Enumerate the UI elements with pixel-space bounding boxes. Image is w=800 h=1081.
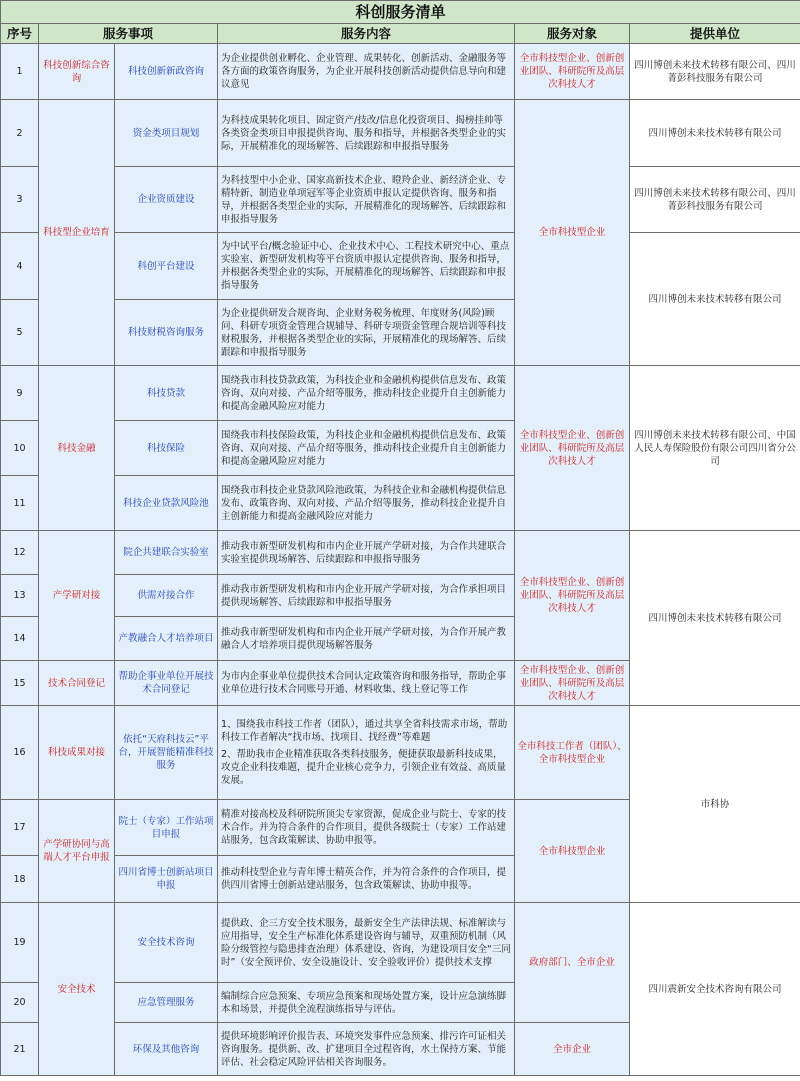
service-content-cell: 围绕我市科技保险政策，为科技企业和金融机构提供信息发布、政策咨询、双向对接、产品介绍等服务，推动科技企业提升自主创新能力和提高金融风险应对能力 [218,421,515,476]
provider-cell: 四川博创未来技术转移有限公司、中国人民人寿保险股份有限公司四川省分公司 [630,366,800,531]
table-row [1,233,800,300]
service-content-cell: 为中试平台/概念验证中心、企业技术中心、工程技术研究中心、重点实验室、新型研发机构等平台资质申报认定提供咨询、服务和指导，并根据各类型企业的实际，开展精准化的现场解答、后续跟踪和申报指导服务 [218,233,515,300]
content-paragraph: 2、帮助我市企业精准获取各类科技服务，便捷获取最新科技成果，攻克企业科技难题，提升企业核心竞争力，引领企业有效益、高质量发展。 [221,749,507,786]
service-target-cell: 全市科技型企业、创新创业团队、科研院所及高层次科技人才 [515,44,630,100]
service-target-cell: 全市企业 [515,1023,630,1076]
service-item-cell: 四川省博士创新站项目申报 [115,856,218,903]
service-item-cell: 帮助企事业单位开展技术合同登记 [115,661,218,706]
provider-cell: 四川博创未来技术转移有限公司、四川菁彭科技服务有限公司 [630,44,800,100]
row-number: 11 [1,476,39,531]
category-cell: 产学研协同与高端人才平台申报 [39,800,115,903]
service-content-cell: 编制综合应急预案、专项应急预案和现场处置方案，设计应急演练脚本和场景，并提供全流程演练指导与评估。 [218,983,515,1023]
service-item-cell: 依托“天府科技云”平台，开展智能精准科技服务 [115,706,218,800]
header-provider: 提供单位 [630,24,800,44]
content-paragraph: 1、围绕我市科技工作者（团队），通过共享全省科技需求市场，帮助科技工作者解决“找市场、找项目、找经费”等难题 [221,719,508,743]
service-target-cell: 全市科技型企业 [515,100,630,366]
header-content: 服务内容 [218,24,515,44]
category-cell: 安全技术 [39,903,115,1076]
service-content-cell: 推动科技型企业与青年博士精英合作，并为符合条件的合作项目，提供四川省博士创新站建站服务，包含政策解读、协助申报等。 [218,856,515,903]
service-item-cell: 资金类项目规划 [115,100,218,167]
service-target-cell: 全市科技型企业、创新创业团队、科研院所及高层次科技人才 [515,531,630,661]
provider-cell: 四川博创未来技术转移有限公司 [630,100,800,167]
service-content-cell: 围绕我市科技贷款政策，为科技企业和金融机构提供信息发布、政策咨询、双向对接、产品介绍等服务，推动科技企业提升自主创新能力和提高金融风险应对能力 [218,366,515,421]
table-row [1,531,800,575]
provider-cell: 四川博创未来技术转移有限公司、四川菁彭科技服务有限公司 [630,167,800,233]
service-item-cell: 供需对接合作 [115,575,218,617]
service-content-cell: 为企业提供研发合规咨询、企业财务税务梳理、年度财务(风险)顾问、科研专项资金管理合规辅导、科研专项资金管理合规培训等科技财税服务，并根据各类型企业的实际，开展精准化的现场解答、后续跟踪和申报指导服务 [218,300,515,366]
row-number: 14 [1,617,39,661]
table-row [1,44,800,100]
service-item-cell: 环保及其他咨询 [115,1023,218,1076]
service-content-cell [218,706,515,800]
row-number: 12 [1,531,39,575]
service-content-cell: 为企业提供创业孵化、企业管理、成果转化、创新活动、金融服务等各方面的政策咨询服务，为企业开展科技创新活动提供信息导向和建议意见 [218,44,515,100]
row-number: 4 [1,233,39,300]
service-item-cell: 科技企业贷款风险池 [115,476,218,531]
row-number: 16 [1,706,39,800]
row-number: 3 [1,167,39,233]
row-number: 13 [1,575,39,617]
category-cell: 技术合同登记 [39,661,115,706]
service-item-cell: 应急管理服务 [115,983,218,1023]
row-number: 20 [1,983,39,1023]
service-content-cell: 推动我市新型研发机构和市内企业开展产学研对接，为合作承担项目提供现场解答、后续跟踪和申报指导服务 [218,575,515,617]
table-row [1,366,800,421]
service-target-cell: 全市科技工作者（团队）、全市科技型企业 [515,706,630,800]
service-content-cell: 为科技型中小企业、国家高新技术企业、瞪羚企业、新经济企业、专精特新、制造业单项冠军等企业资质申报认定提供咨询、服务和指导，并根据各类型企业的实际，开展精准化的现场解答、后续跟踪和申报指导服务 [218,167,515,233]
service-content-cell: 推动我市新型研发机构和市内企业开展产学研对接，为合作开展产教融合人才培养项目提供现场解答服务 [218,617,515,661]
row-number: 17 [1,800,39,856]
row-number: 10 [1,421,39,476]
row-number: 21 [1,1023,39,1076]
provider-cell: 四川震新安全技术咨询有限公司 [630,903,800,1076]
header-target: 服务对象 [515,24,630,44]
service-content-cell: 精准对接高校及科研院所顶尖专家资源，促成企业与院士、专家的技术合作。并为符合条件的合作项目，提供各级院士（专家）工作站建站服务，包含政策解读、协助申报等。 [218,800,515,856]
row-number: 15 [1,661,39,706]
service-item-cell: 院士（专家）工作站项目申报 [115,800,218,856]
service-content-cell: 围绕我市科技企业贷款风险池政策，为科技企业和金融机构提供信息发布、政策咨询、双向对接、产品介绍等服务，推动科技企业提升自主创新能力和提高金融风险应对能力 [218,476,515,531]
category-cell: 产学研对接 [39,531,115,661]
service-content-cell: 提供环境影响评价报告表、环境突发事件应急预案、排污许可证相关咨询服务。提供新、改、扩建项目全过程咨询，水土保持方案、节能评估、社会稳定风险评估相关咨询服务。 [218,1023,515,1076]
service-item-cell: 企业资质建设 [115,167,218,233]
service-item-cell: 科技创新新政咨询 [115,44,218,100]
category-cell: 科技型企业培育 [39,100,115,366]
service-target-cell: 政府部门、全市企业 [515,903,630,1023]
service-item-cell: 安全技术咨询 [115,903,218,983]
header-no: 序号 [1,24,39,44]
service-target-cell: 全市科技型企业、创新创业团队、科研院所及高层次科技人才 [515,366,630,531]
service-item-cell: 产教融合人才培养项目 [115,617,218,661]
provider-cell: 市科协 [630,706,800,903]
service-content-cell: 为科技成果转化项目、固定资产/技改/信息化投资项目、揭榜挂帅等各类资金类项目申报提供咨询、服务和指导，并根据各类型企业的实际，开展精准化的现场解答、后续跟踪和申报指导服务 [218,100,515,167]
service-content-cell: 提供政、企三方安全技术服务，最新安全生产法律法规、标准解读与应用指导，安全生产标准化体系建设咨询与辅导，双重预防机制（风险分级管控与隐患排查治理）体系建设、咨询，为建设项目安全“三同时”（安全预评价、安全设施设计、安全验收评价）提供技术支撑 [218,903,515,983]
provider-cell: 四川博创未来技术转移有限公司 [630,531,800,706]
row-number: 9 [1,366,39,421]
service-item-cell: 科技贷款 [115,366,218,421]
service-item-cell: 科技财税咨询服务 [115,300,218,366]
category-cell: 科技金融 [39,366,115,531]
row-number: 2 [1,100,39,167]
service-item-cell: 科创平台建设 [115,233,218,300]
row-number: 1 [1,44,39,100]
table-row [1,167,800,233]
service-content-cell: 为市内企事业单位提供技术合同认定政策咨询和服务指导，帮助企事业单位进行技术合同账号开通、材料收集、线上登记等工作 [218,661,515,706]
category-cell: 科技成果对接 [39,706,115,800]
table-row [1,706,800,800]
row-number: 19 [1,903,39,983]
service-item-cell: 科技保险 [115,421,218,476]
provider-cell: 四川博创未来技术转移有限公司 [630,233,800,366]
service-target-cell: 全市科技型企业 [515,800,630,903]
header-service-item: 服务事项 [39,24,218,44]
table-row [1,100,800,167]
page-title: 科创服务清单 [1,1,800,24]
row-number: 18 [1,856,39,903]
service-item-cell: 院企共建联合实验室 [115,531,218,575]
table-row [1,903,800,983]
service-target-cell: 全市科技型企业、创新创业团队、科研院所及高层次科技人才 [515,661,630,706]
row-number: 5 [1,300,39,366]
category-cell: 科技创新综合咨询 [39,44,115,100]
service-content-cell: 推动我市新型研发机构和市内企业开展产学研对接，为合作共建联合实验室提供现场解答、后续跟踪和申报指导服务 [218,531,515,575]
